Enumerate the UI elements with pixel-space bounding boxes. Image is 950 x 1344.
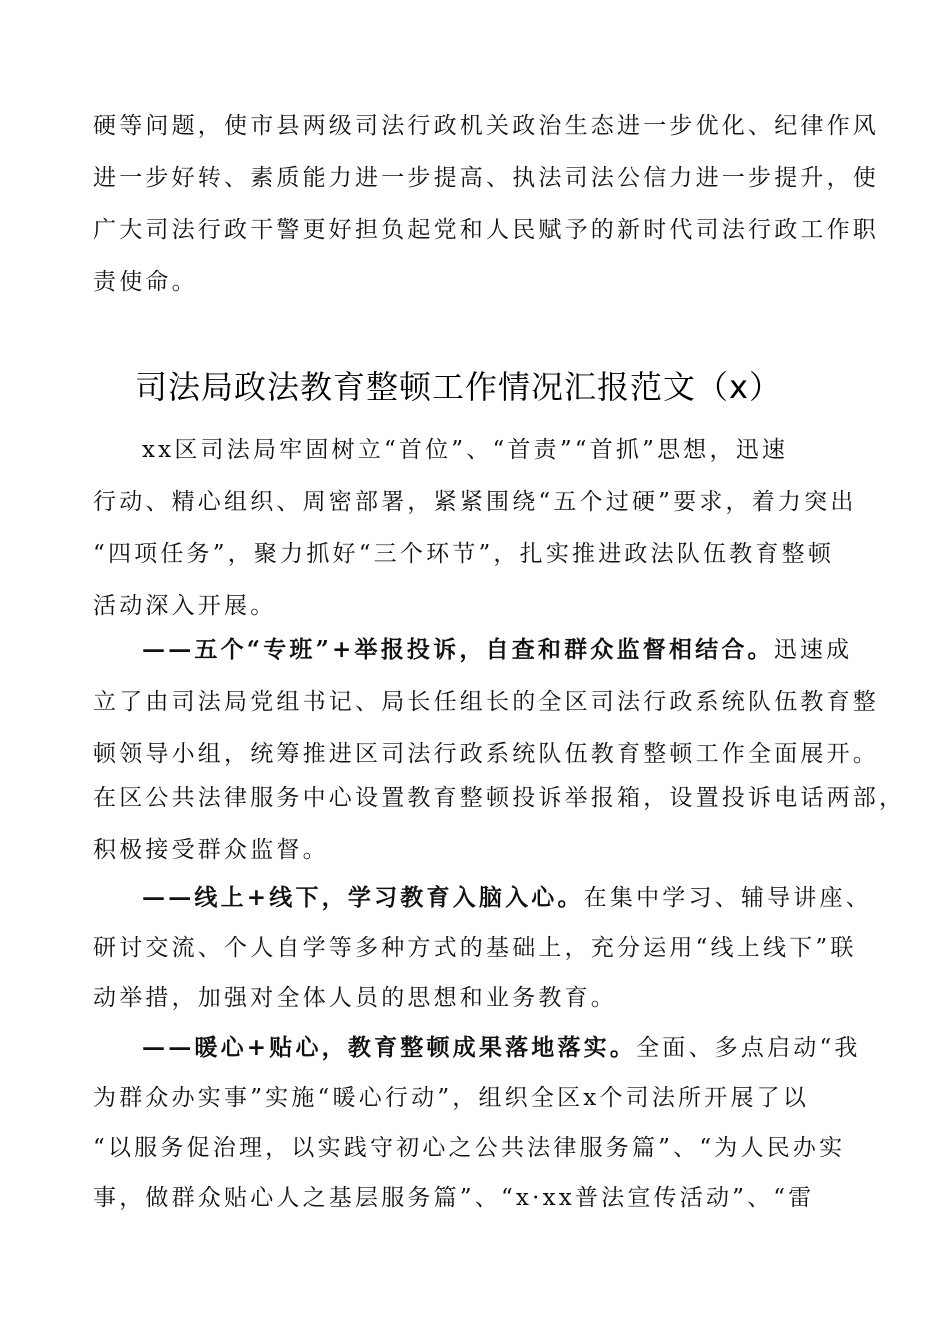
intro-line-2: 进一步好转、素质能力进一步提高、执法司法公信力进一步提升，使 — [93, 165, 879, 191]
p1-line-4: 活动深入开展。 — [93, 593, 277, 619]
p1-line-3: “四项任务”，聚力抓好“三个环节”，扎实推进政法队伍教育整顿 — [93, 541, 835, 567]
p2-first-line — [142, 635, 852, 665]
p2-heading: ——五个“专班”+举报投诉，自查和群众监督相结合。 — [142, 636, 774, 663]
intro-line-4: 责使命。 — [93, 269, 198, 295]
p2-line-3: 顿领导小组，统筹推进区司法行政系统队伍教育整顿工作全面展开。 — [93, 741, 879, 767]
p4-line-3: “以服务促治理，以实践守初心之公共法律服务篇”、“为人民办实 — [93, 1135, 846, 1161]
p3-line-2: 研讨交流、个人自学等多种方式的基础上，充分运用“线上线下”联 — [93, 935, 857, 961]
p2-first-rest: 迅速成 — [773, 637, 853, 663]
p4-first-rest: 全面、多点启动“我 — [636, 1035, 861, 1061]
p1-line-2: 行动、精心组织、周密部署，紧紧围绕“五个过硬”要求，着力突出 — [93, 489, 857, 515]
p3-first-rest: 在集中学习、辅导讲座、 — [583, 885, 872, 911]
p4-heading: ——暖心+贴心，教育整顿成果落地落实。 — [142, 1034, 637, 1061]
p3-heading: ——线上+线下，学习教育入脑入心。 — [142, 884, 584, 911]
p2-line-5: 积极接受群众监督。 — [93, 837, 329, 863]
intro-line-3: 广大司法行政干警更好担负起党和人民赋予的新时代司法行政工作职 — [93, 217, 879, 243]
intro-line-1: 硬等问题，使市县两级司法行政机关政治生态进一步优化、纪律作风 — [93, 113, 879, 139]
p2-line-4: 在区公共法律服务中心设置教育整顿投诉举报箱，设置投诉电话两部， — [93, 785, 906, 811]
p4-first-line — [142, 1033, 861, 1063]
p3-line-3: 动举措，加强对全体人员的思想和业务教育。 — [93, 985, 617, 1011]
p1-line-1: xx区司法局牢固树立“首位”、“首责”“首抓”思想，迅速 — [142, 437, 789, 463]
p3-first-line — [142, 883, 872, 913]
p4-line-2: 为群众办实事”实施“暖心行动”，组织全区x个司法所开展了以 — [93, 1085, 810, 1111]
article-title: 司法局政法教育整顿工作情况汇报范文（x） — [135, 368, 782, 406]
p2-line-2: 立了由司法局党组书记、局长任组长的全区司法行政系统队伍教育整 — [93, 689, 879, 715]
p4-line-4: 事，做群众贴心人之基层服务篇”、“x·xx普法宣传活动”、“雷 — [93, 1185, 815, 1211]
